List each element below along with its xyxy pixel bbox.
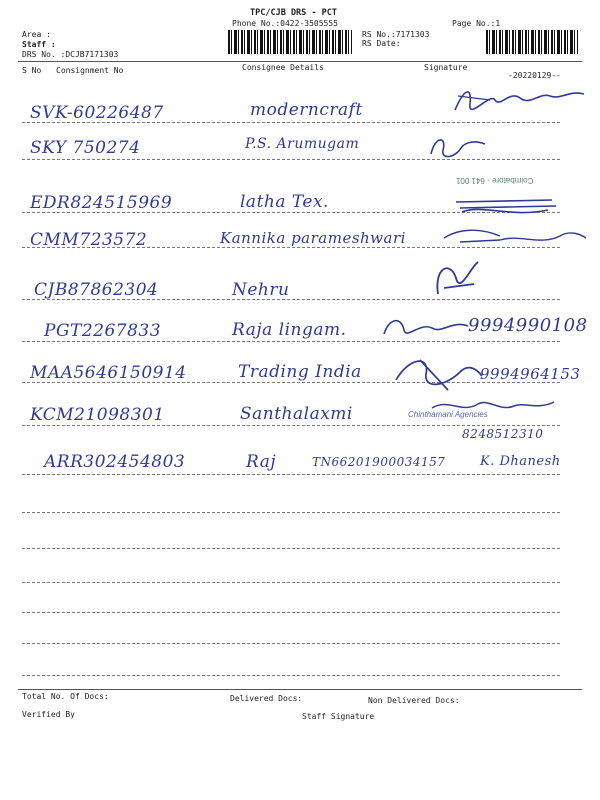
phone-number-note: 9994964153 [480,365,581,383]
staff-label: Staff : [22,40,56,49]
consignee-name: Nehru [232,280,290,300]
recipient-signature [430,258,490,304]
consignment-number: KCM21098301 [30,405,165,425]
page-number: Page No.:1 [452,19,501,28]
rs-barcode [486,30,578,54]
header-divider [18,61,582,62]
area-label: Area : [22,30,51,39]
delivered-docs-label: Delivered Docs: [230,694,303,703]
non-delivered-docs-label: Non Delivered Docs: [368,696,460,705]
gst-number-note: TN66201900034157 [312,455,446,469]
recipient-signature [452,190,562,220]
verified-by-label: Verified By [22,710,75,719]
consignee-name: latha Tex. [240,192,329,212]
col-sno: S No [22,66,42,75]
consignment-number: CMM723572 [30,230,148,250]
recipient-signature [390,350,486,394]
total-docs-label: Total No. Of Docs: [22,692,109,701]
consignment-number: PGT2267833 [44,321,162,341]
recipient-signature [428,392,558,418]
agency-stamp: Chinthamani Agencies [408,410,488,419]
consignee-name: Raja lingam. [232,320,347,340]
drs-barcode [228,30,352,54]
consignee-name: Raj [246,452,277,472]
recipient-signature [380,312,472,342]
phone-number: Phone No.:0422-3505555 [232,19,338,28]
drs-number: DRS No. :DCJB7171303 [22,50,119,59]
consignee-name: P.S. Arumugam [245,136,360,152]
col-consignment: Consignment No [56,66,124,75]
rs-date: RS Date: [362,39,401,48]
footer-divider [18,689,582,690]
consignment-number: MAA5646150914 [30,363,187,383]
col-consignee: Consignee Details [242,63,324,72]
mirrored-stamp: Coimbatore - 641 001 [456,176,534,185]
document-title: TPC/CJB DRS - PCT [250,8,337,18]
col-date: -20220129-- [508,71,561,80]
consignment-number: EDR824515969 [30,193,173,213]
consignment-number: SKY 750274 [30,138,141,158]
phone-number-note: 9994990108 [468,315,588,336]
recipient-signature [450,82,590,118]
recipient-signature [440,222,590,252]
rs-number: RS No.:7171303 [362,30,430,39]
consignment-number: ARR302454803 [44,452,186,472]
consignee-name: moderncraft [250,100,363,120]
consignee-name: Santhalaxmi [240,404,353,424]
col-signature: Signature [424,63,468,72]
staff-signature-label: Staff Signature [302,712,375,721]
consignee-name: Kannika parameshwari [220,229,406,247]
consignment-number: SVK-60226487 [30,103,164,123]
consignment-number: CJB87862304 [34,280,159,300]
phone-number-note: 8248512310 [462,427,544,441]
signer-name: K. Dhanesh [480,454,561,469]
consignee-name: Trading India [238,362,362,382]
recipient-signature [425,130,495,164]
